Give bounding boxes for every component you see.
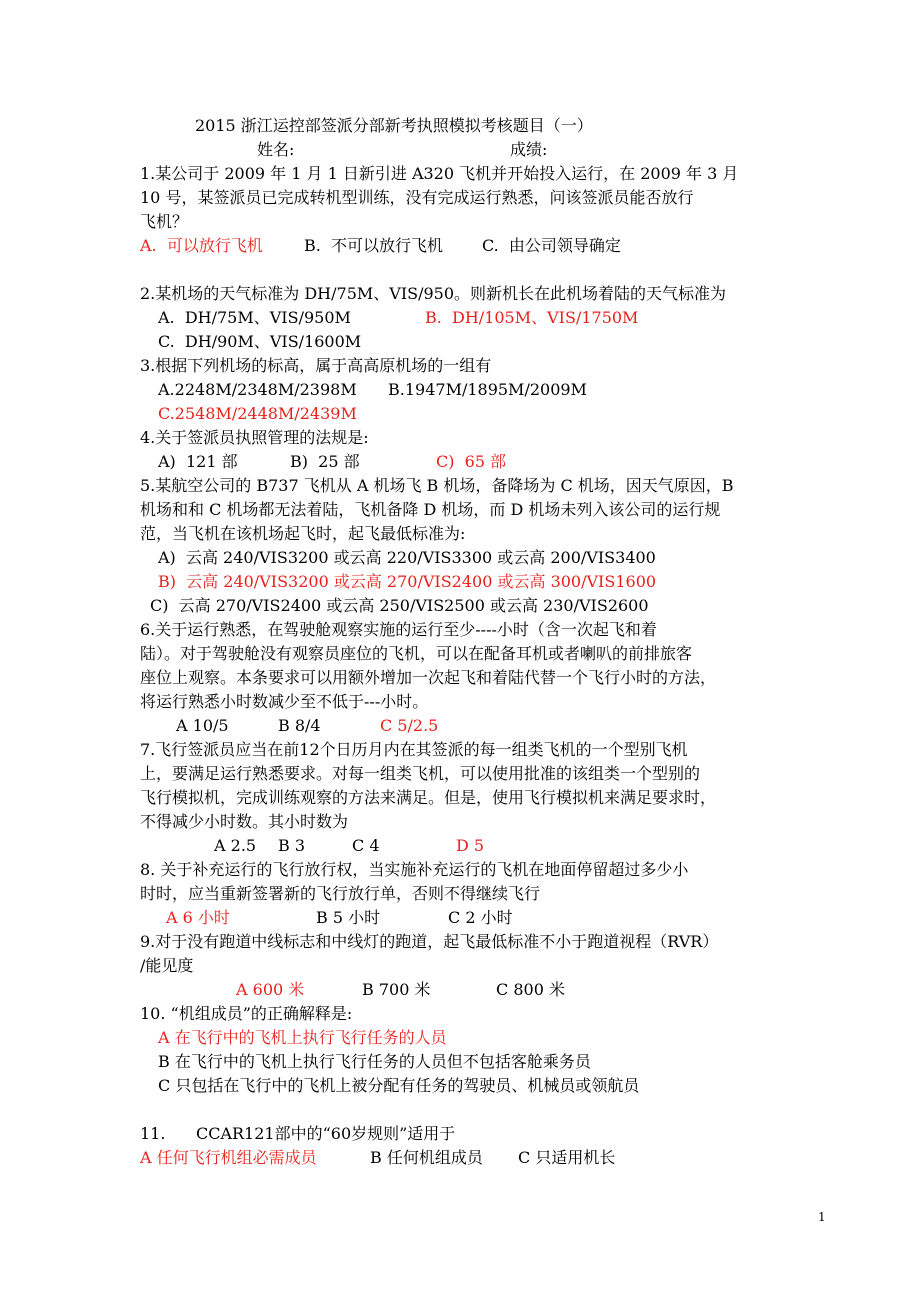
question-4-option-b: B) 25 部 [290, 452, 360, 471]
name-label: 姓名: [257, 140, 295, 159]
question-2-line-1: 2.某机场的天气标准为 DH/75M、VIS/950。则新机长在此机场着陆的天气标准为 [140, 284, 727, 303]
question-2-option-a: A. DH/75M、VIS/950M [158, 308, 351, 327]
question-1-option-b: B. 不可以放行飞机 [304, 236, 444, 255]
question-6-line-3: 座位上观察。本条要求可以用额外增加一次起飞和着陆代替一个飞行小时的方法， [140, 668, 717, 687]
question-6-line-1: 6.关于运行熟悉，在驾驶舱观察实施的运行至少----小时（含一次起飞和着 [140, 620, 657, 639]
question-9-option-c: C 800 米 [496, 980, 565, 999]
question-8-option-b: B 5 小时 [316, 908, 381, 927]
question-9-option-a: A 600 米 [236, 980, 305, 999]
question-5-option-b: B) 云高 240/VIS3200 或云高 270/VIS2400 或云高 300/VIS1600 [158, 572, 657, 591]
question-11-option-c: C 只适用机长 [518, 1148, 616, 1167]
question-6-option-c: C 5/2.5 [380, 716, 439, 735]
question-5-option-c: C) 云高 270/VIS2400 或云高 250/VIS2500 或云高 230/VIS2600 [150, 596, 649, 615]
question-10-option-a: A 在飞行中的飞机上执行飞行任务的人员 [158, 1028, 447, 1047]
question-6-option-b: B 8/4 [278, 716, 321, 735]
question-4-option-c: C) 65 部 [436, 452, 507, 471]
question-8-option-a: A 6 小时 [166, 908, 230, 927]
question-3-option-b: B.1947M/1895M/2009M [388, 380, 587, 399]
question-2-option-c: C. DH/90M、VIS/1600M [158, 332, 362, 351]
question-7-option-c: C 4 [352, 836, 380, 855]
question-1-line-1: 1.某公司于 2009 年 1 月 1 日新引进 A320 飞机并开始投入运行，在 2009 年 3 月 [140, 164, 739, 183]
question-5-option-a: A) 云高 240/VIS3200 或云高 220/VIS3300 或云高 200/VIS3400 [158, 548, 656, 567]
question-9-line-1: 9.对于没有跑道中线标志和中线灯的跑道，起飞最低标准不小于跑道视程（RVR） [140, 932, 719, 951]
question-1-line-3: 飞机？ [140, 212, 189, 231]
question-6-line-2: 陆）。对于驾驶舱没有观察员座位的飞机，可以在配备耳机或者喇叭的前排旅客 [140, 644, 693, 663]
question-4-option-a: A) 121 部 [158, 452, 238, 471]
question-10-option-b: B 在飞行中的飞机上执行飞行任务的人员但不包括客舱乘务员 [158, 1052, 591, 1071]
question-6-line-4: 将运行熟悉小时数减少至不低于---小时。 [140, 692, 429, 711]
question-2-option-b: B. DH/105M、VIS/1750M [425, 308, 639, 327]
score-label: 成绩: [510, 140, 548, 159]
question-7-line-3: 飞行模拟机，完成训练观察的方法来满足。但是，使用飞行模拟机来满足要求时， [140, 788, 717, 807]
question-3-option-a: A.2248M/2348M/2398M [158, 380, 357, 399]
page-number: 1 [818, 1210, 826, 1224]
question-3-option-c: C.2548M/2448M/2439M [158, 404, 357, 423]
question-7-line-4: 不得减少小时数。其小时数为 [140, 812, 349, 831]
question-3-line-1: 3.根据下列机场的标高，属于高高原机场的一组有 [140, 356, 492, 375]
question-7-option-a: A 2.5 [214, 836, 257, 855]
question-8-line-1: 8. 关于补充运行的飞行放行权，当实施补充运行的飞机在地面停留超过多少小 [140, 860, 689, 879]
question-6-option-a: A 10/5 [176, 716, 229, 735]
question-5-line-1: 5.某航空公司的 B737 飞机从 A 机场飞 B 机场，备降场为 C 机场，因天气原因，B [140, 476, 734, 495]
question-9-option-b: B 700 米 [362, 980, 431, 999]
question-8-option-c: C 2 小时 [448, 908, 513, 927]
question-7-option-d: D 5 [456, 836, 485, 855]
question-11-option-b: B 任何机组成员 [370, 1148, 483, 1167]
question-5-line-3: 范，当飞机在该机场起飞时，起飞最低标准为: [140, 524, 466, 543]
question-7-option-b: B 3 [278, 836, 306, 855]
question-7-line-2: 上，要满足运行熟悉要求。对每一组类飞机，可以使用批准的该组类一个型别的 [140, 764, 701, 783]
question-8-line-2: 时时，应当重新签署新的飞行放行单，否则不得继续飞行 [140, 884, 541, 903]
question-10-line-1: 10. “机组成员”的正确解释是: [140, 1004, 353, 1023]
question-4-line-1: 4.关于签派员执照管理的法规是: [140, 428, 369, 447]
question-7-line-1: 7.飞行签派员应当在前12个日历月内在其签派的每一组类飞机的一个型别飞机 [140, 740, 688, 759]
question-11-line-1: 11. CCAR121部中的“60岁规则”适用于 [140, 1124, 456, 1143]
question-9-line-2: /能见度 [140, 956, 194, 975]
question-11-option-a: A 任何飞行机组必需成员 [140, 1148, 317, 1167]
question-1-option-a: A. 可以放行飞机 [140, 236, 263, 255]
question-1-option-c: C. 由公司领导确定 [482, 236, 621, 255]
question-1-line-2: 10 号，某签派员已完成转机型训练，没有完成运行熟悉，问该签派员能否放行 [140, 188, 694, 207]
document-title: 2015 浙江运控部签派分部新考执照模拟考核题目（一） [195, 116, 593, 135]
question-10-option-c: C 只包括在飞行中的飞机上被分配有任务的驾驶员、机械员或领航员 [158, 1076, 640, 1095]
question-5-line-2: 机场和和 C 机场都无法着陆，飞机备降 D 机场，而 D 机场未列入该公司的运行规 [140, 500, 721, 519]
